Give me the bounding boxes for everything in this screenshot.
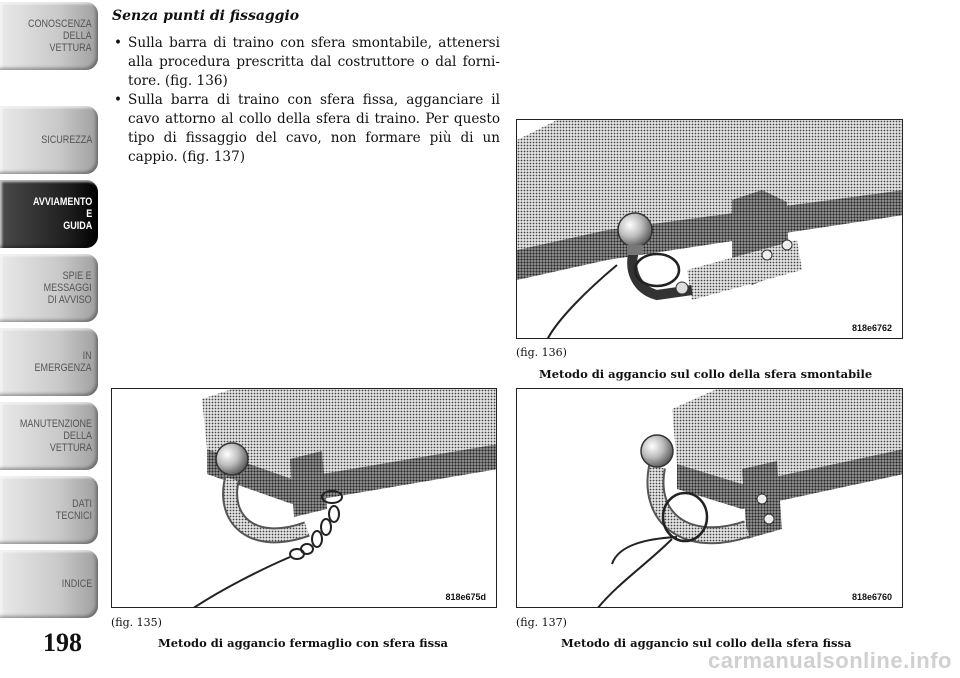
tab-label: DATI TECNICI [55,498,92,522]
figure-caption: Metodo di aggancio sul collo della sfera fissa [561,636,852,650]
section-title: Senza punti di fissaggio [112,8,300,24]
tab-label: MANUTENZIONE DELLA VETTURA [19,418,92,454]
tab-spie-e-messaggi[interactable] [0,254,98,322]
page-number: 198 [43,628,82,657]
tab-indice[interactable] [0,550,98,618]
figure-number: (fig. 136) [516,346,567,359]
figure-code: 818e6762 [851,323,892,333]
watermark: carmanualsonline.info [708,648,952,673]
figure-caption: Metodo di aggancio sul collo della sfera smontabile [539,367,873,381]
figure-136 [516,119,903,339]
list-item: • Sulla barra di traino con sfera fissa, agganciare il cavo attorno al collo della sfera di traino. Per questo tipo di fissaggio del cavo, non formare più di un cappio. (fig. 137) [112,91,500,167]
figure-code: 818e6760 [851,592,892,602]
tab-label: INDICE [61,578,92,590]
tab-sicurezza[interactable] [0,106,98,174]
chapter-sidebar [0,0,100,630]
figure-code: 818e675d [445,592,486,602]
tab-label: CONOSCENZA DELLA VETTURA [28,18,92,54]
instructions-list [112,34,500,167]
tab-conoscenza-della-vettura[interactable] [0,2,98,70]
figure-number: (fig. 137) [516,616,567,629]
figure-137 [516,388,903,608]
figure-135 [111,388,497,608]
tow-hitch-removable-illustration [517,120,903,339]
tow-hitch-clip-illustration [112,389,497,608]
tab-avviamento-e-guida[interactable] [0,180,98,248]
tow-hitch-fixed-illustration [517,389,903,608]
tab-in-emergenza[interactable] [0,328,98,396]
list-item: • Sulla barra di traino con sfera smontabile, attenersi alla procedura prescritta dal costruttore o dal forni-tore. (fig. 136) [112,34,500,91]
tab-label: SPIE E MESSAGGI DI AVVISO [43,270,92,306]
figure-number: (fig. 135) [111,616,162,629]
tab-label: IN EMERGENZA [34,350,92,374]
tab-label: SICUREZZA [40,134,92,146]
tab-dati-tecnici[interactable] [0,476,98,544]
figure-caption: Metodo di aggancio fermaglio con sfera fissa [158,636,448,650]
tab-label: AVVIAMENTO E GUIDA [32,196,92,232]
tab-manutenzione[interactable] [0,402,98,470]
